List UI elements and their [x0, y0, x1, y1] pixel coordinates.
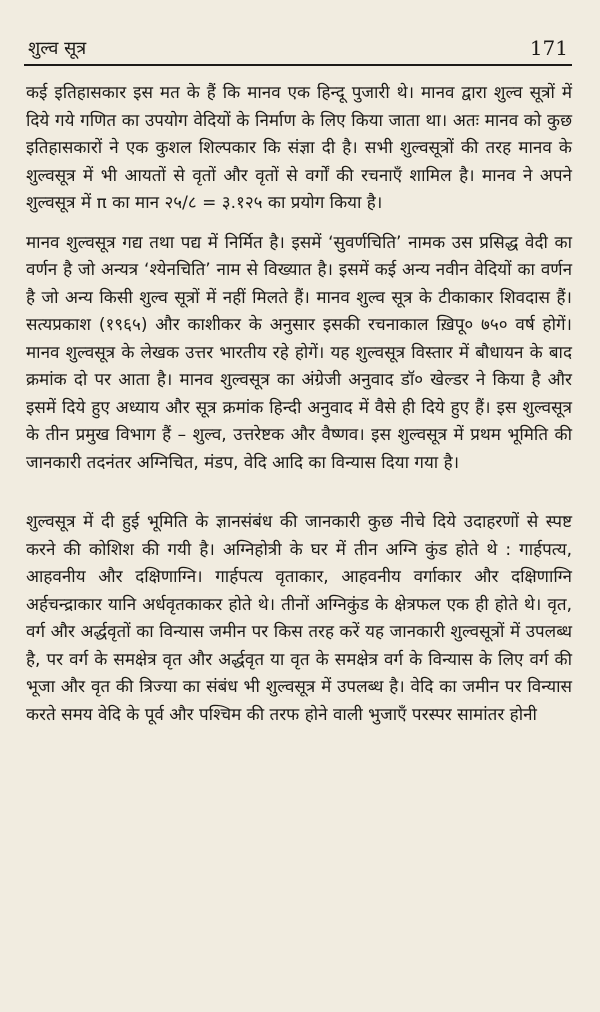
- running-title: शुल्व सूत्र: [28, 38, 87, 59]
- page-number: 171: [529, 36, 568, 60]
- body-text: [24, 80, 572, 729]
- paragraph-geometry-knowledge: शुल्वसूत्र में दी हुई भूमिति के ज्ञानसंबंध की जानकारी कुछ नीचे दिये उदाहरणों से स्पष्ट करने की कोशिश की गयी है। अग्निहोत्री के घर में तीन अग्नि कुंड होते थे : गार्हपत्य, आहवनीय और दक्षिणाग्नि। गार्हपत्य वृताकार, आहवनीय वर्गाकार और दक्षिणाग्नि अर्हचन्द्राकार यानि अर्धवृतकाकर होते थे। तीनों अग्निकुंड के क्षेत्रफल एक ही होते थे। वृत, वर्ग और अर्द्धवृतों का विन्यास जमीन पर किस तरह करें यह जानकारी शुल्वसूत्रों में उपलब्ध है, पर वर्ग के समक्षेत्र वृत और अर्द्धवृत या वृत के समक्षेत्र वर्ग के विन्यास के लिए वर्ग की भूजा और वृत की त्रिज्या का संबंध भी शुल्वसूत्र में उपलब्ध है। वेदि का जमीन पर विन्यास करते समय वेदि के पूर्व और पश्चिम की तरफ होने वाली भुजाएँ परस्पर सामांतर होनी: [26, 512, 572, 725]
- header-rule: [24, 64, 572, 66]
- running-header: [24, 28, 572, 58]
- paragraph-manav-intro: कई इतिहासकार इस मत के हैं कि मानव एक हिन्दू पुजारी थे। मानव द्वारा शुल्व सूत्रों में दिये गये गणित का उपयोग वेदियों के निर्माण के लिए किया जाता था। अतः मानव को कुछ इतिहासकारों ने एक कुशल शिल्पकार कि संज्ञा दी है। सभी शुल्वसूत्रों की तरह मानव के शुल्वसूत्र में भी आयतों से वृतों और वृतों से वर्गों की रचनाएँ शामिल है। मानव ने अपने शुल्वसूत्र में π का मान २५/८ = ३.१२५ का प्रयोग किया है।: [26, 83, 572, 213]
- paragraph-manav-shulvasutra: मानव शुल्वसूत्र गद्य तथा पद्य में निर्मित है। इसमें ‘सुवर्णचिति’ नामक उस प्रसिद्ध वेदी का वर्णन है जो अन्यत्र ‘श्येनचिति’ नाम से विख्यात है। इसमें कई अन्य नवीन वेदियों का वर्णन है जो अन्य किसी शुल्व सूत्रों में नहीं मिलते हैं। मानव शुल्व सूत्र के टीकाकार शिवदास हैं। सत्यप्रकाश (१९६५) और काशीकर के अनुसार इसकी रचनाकाल ख़िपू० ७५० वर्ष होगें। मानव शुल्वसूत्र के लेखक उत्तर भारतीय रहे होगें। यह शुल्वसूत्र विस्तार में बौधायन के बाद क्रमांक दो पर आता है। मानव शुल्वसूत्र का अंग्रेजी अनुवाद डॉ० खेल्डर ने किया है और इसमें दिये हुए अध्याय और सूत्र क्रमांक हिन्दी अनुवाद में वैसे ही दिये हुए हैं। इस शुल्वसूत्र के तीन प्रमुख विभाग हैं – शुल्व, उत्तरेष्टक और वैष्णव। इस शुल्वसूत्र में प्रथम भूमिति की जानकारी तदनंतर अग्निचित, मंडप, वेदि आदि का विन्यास दिया गया है।: [26, 232, 572, 473]
